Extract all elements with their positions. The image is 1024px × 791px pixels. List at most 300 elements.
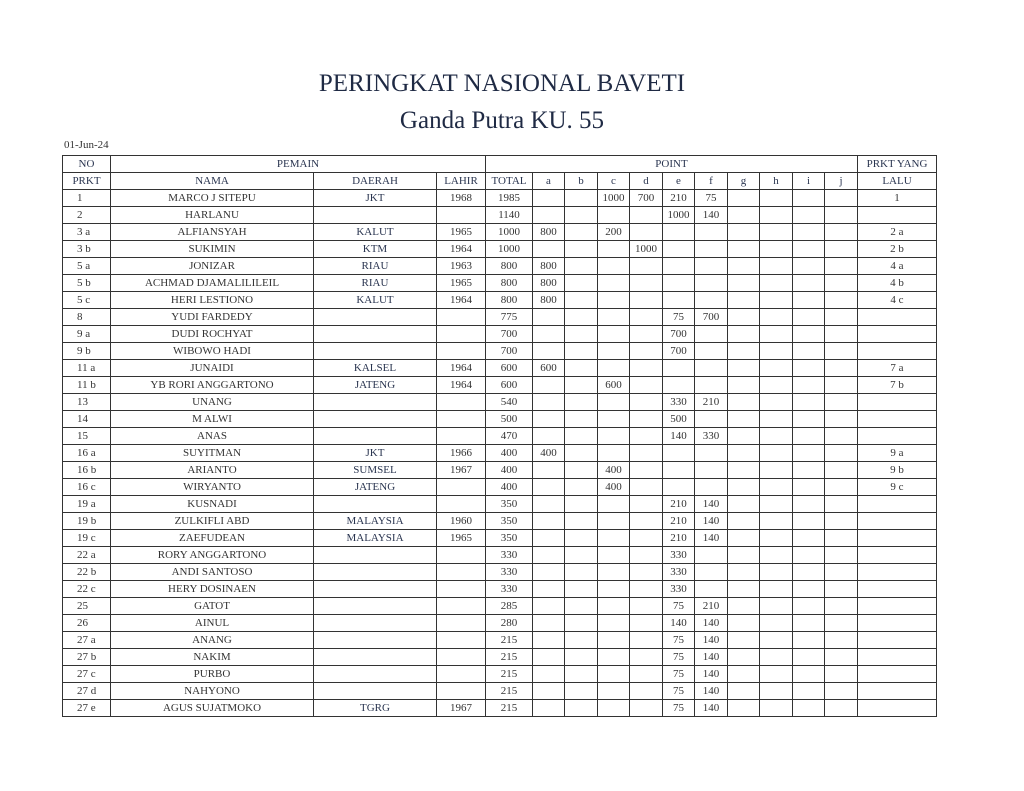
header-row-1 xyxy=(63,156,937,173)
col-header-b: b xyxy=(565,173,598,190)
cell-total: 700 xyxy=(486,343,533,360)
cell-f xyxy=(695,343,728,360)
cell-b xyxy=(565,581,598,598)
cell-f xyxy=(695,411,728,428)
cell-prev: 4 c xyxy=(858,292,937,309)
cell-total: 500 xyxy=(486,411,533,428)
cell-i xyxy=(793,530,825,547)
header-row-2 xyxy=(63,173,937,190)
cell-daerah: JKT xyxy=(314,445,437,462)
cell-h xyxy=(760,445,793,462)
cell-total: 350 xyxy=(486,513,533,530)
cell-j xyxy=(825,632,858,649)
cell-b xyxy=(565,258,598,275)
cell-a xyxy=(533,683,565,700)
cell-nama: PURBO xyxy=(111,666,314,683)
cell-f xyxy=(695,241,728,258)
cell-total: 800 xyxy=(486,275,533,292)
cell-j xyxy=(825,411,858,428)
cell-g xyxy=(728,683,760,700)
cell-e: 210 xyxy=(663,513,695,530)
table-row xyxy=(63,241,937,258)
cell-g xyxy=(728,632,760,649)
cell-lahir: 1964 xyxy=(437,292,486,309)
cell-e: 210 xyxy=(663,190,695,207)
cell-f: 140 xyxy=(695,496,728,513)
cell-i xyxy=(793,666,825,683)
cell-h xyxy=(760,292,793,309)
cell-j xyxy=(825,360,858,377)
cell-i xyxy=(793,547,825,564)
cell-d xyxy=(630,394,663,411)
cell-i xyxy=(793,632,825,649)
cell-d xyxy=(630,513,663,530)
cell-g xyxy=(728,462,760,479)
cell-lahir xyxy=(437,428,486,445)
cell-total: 400 xyxy=(486,445,533,462)
cell-a: 600 xyxy=(533,360,565,377)
cell-b xyxy=(565,411,598,428)
table-row xyxy=(63,411,937,428)
cell-lahir xyxy=(437,564,486,581)
cell-b xyxy=(565,598,598,615)
cell-c: 200 xyxy=(598,224,630,241)
cell-prev: 9 b xyxy=(858,462,937,479)
cell-g xyxy=(728,411,760,428)
cell-a xyxy=(533,394,565,411)
cell-rank: 19 a xyxy=(63,496,111,513)
col-header-nama: NAMA xyxy=(111,173,314,190)
table-row xyxy=(63,309,937,326)
cell-h xyxy=(760,581,793,598)
cell-b xyxy=(565,700,598,717)
cell-prev xyxy=(858,700,937,717)
cell-g xyxy=(728,479,760,496)
cell-total: 330 xyxy=(486,581,533,598)
cell-lahir xyxy=(437,615,486,632)
cell-a xyxy=(533,649,565,666)
cell-daerah: SUMSEL xyxy=(314,462,437,479)
table-row xyxy=(63,394,937,411)
cell-lahir: 1965 xyxy=(437,275,486,292)
cell-c xyxy=(598,241,630,258)
cell-lahir xyxy=(437,207,486,224)
cell-j xyxy=(825,462,858,479)
table-row xyxy=(63,343,937,360)
cell-f xyxy=(695,326,728,343)
cell-b xyxy=(565,275,598,292)
cell-nama: ZAEFUDEAN xyxy=(111,530,314,547)
cell-i xyxy=(793,462,825,479)
cell-nama: JUNAIDI xyxy=(111,360,314,377)
cell-lahir xyxy=(437,343,486,360)
cell-nama: RORY ANGGARTONO xyxy=(111,547,314,564)
cell-daerah: KTM xyxy=(314,241,437,258)
cell-rank: 5 c xyxy=(63,292,111,309)
cell-h xyxy=(760,394,793,411)
cell-d xyxy=(630,700,663,717)
cell-d xyxy=(630,207,663,224)
table-row xyxy=(63,190,937,207)
cell-j xyxy=(825,496,858,513)
cell-d xyxy=(630,581,663,598)
cell-a xyxy=(533,530,565,547)
cell-e xyxy=(663,275,695,292)
cell-e: 330 xyxy=(663,581,695,598)
cell-total: 400 xyxy=(486,479,533,496)
cell-h xyxy=(760,241,793,258)
cell-c xyxy=(598,666,630,683)
cell-lahir xyxy=(437,326,486,343)
cell-total: 600 xyxy=(486,377,533,394)
cell-h xyxy=(760,343,793,360)
cell-daerah xyxy=(314,564,437,581)
cell-total: 215 xyxy=(486,632,533,649)
cell-rank: 22 c xyxy=(63,581,111,598)
cell-b xyxy=(565,224,598,241)
cell-j xyxy=(825,445,858,462)
cell-c xyxy=(598,428,630,445)
cell-i xyxy=(793,513,825,530)
cell-e: 330 xyxy=(663,564,695,581)
cell-prev xyxy=(858,343,937,360)
cell-c xyxy=(598,581,630,598)
cell-i xyxy=(793,241,825,258)
cell-prev xyxy=(858,309,937,326)
cell-i xyxy=(793,343,825,360)
cell-b xyxy=(565,615,598,632)
cell-total: 350 xyxy=(486,530,533,547)
cell-c xyxy=(598,598,630,615)
cell-lahir: 1963 xyxy=(437,258,486,275)
cell-daerah: JATENG xyxy=(314,479,437,496)
table-row xyxy=(63,360,937,377)
cell-h xyxy=(760,411,793,428)
cell-lahir: 1964 xyxy=(437,377,486,394)
cell-lahir xyxy=(437,683,486,700)
cell-d xyxy=(630,411,663,428)
cell-b xyxy=(565,377,598,394)
cell-g xyxy=(728,615,760,632)
cell-i xyxy=(793,564,825,581)
cell-j xyxy=(825,581,858,598)
cell-nama: UNANG xyxy=(111,394,314,411)
cell-j xyxy=(825,479,858,496)
cell-prev xyxy=(858,683,937,700)
cell-g xyxy=(728,292,760,309)
cell-total: 1000 xyxy=(486,241,533,258)
cell-b xyxy=(565,207,598,224)
cell-g xyxy=(728,190,760,207)
cell-b xyxy=(565,479,598,496)
cell-lahir xyxy=(437,394,486,411)
cell-f: 140 xyxy=(695,700,728,717)
cell-total: 215 xyxy=(486,683,533,700)
cell-rank: 22 b xyxy=(63,564,111,581)
cell-e xyxy=(663,258,695,275)
cell-j xyxy=(825,666,858,683)
cell-nama: NAHYONO xyxy=(111,683,314,700)
cell-f xyxy=(695,275,728,292)
cell-rank: 16 b xyxy=(63,462,111,479)
cell-rank: 27 c xyxy=(63,666,111,683)
cell-nama: JONIZAR xyxy=(111,258,314,275)
cell-h xyxy=(760,428,793,445)
cell-h xyxy=(760,360,793,377)
cell-c xyxy=(598,649,630,666)
cell-a xyxy=(533,190,565,207)
cell-g xyxy=(728,224,760,241)
cell-g xyxy=(728,513,760,530)
cell-nama: AINUL xyxy=(111,615,314,632)
cell-daerah xyxy=(314,496,437,513)
cell-c xyxy=(598,547,630,564)
cell-a xyxy=(533,326,565,343)
cell-rank: 9 a xyxy=(63,326,111,343)
cell-b xyxy=(565,649,598,666)
cell-j xyxy=(825,649,858,666)
cell-h xyxy=(760,190,793,207)
cell-nama: GATOT xyxy=(111,598,314,615)
cell-i xyxy=(793,598,825,615)
cell-b xyxy=(565,292,598,309)
cell-rank: 27 e xyxy=(63,700,111,717)
cell-c xyxy=(598,530,630,547)
cell-e xyxy=(663,224,695,241)
cell-i xyxy=(793,275,825,292)
cell-g xyxy=(728,377,760,394)
cell-lahir: 1965 xyxy=(437,530,486,547)
cell-lahir xyxy=(437,598,486,615)
cell-prev: 4 b xyxy=(858,275,937,292)
cell-rank: 5 b xyxy=(63,275,111,292)
cell-nama: AGUS SUJATMOKO xyxy=(111,700,314,717)
cell-d xyxy=(630,428,663,445)
cell-f: 75 xyxy=(695,190,728,207)
cell-prev xyxy=(858,581,937,598)
cell-g xyxy=(728,547,760,564)
cell-c xyxy=(598,309,630,326)
cell-a xyxy=(533,462,565,479)
cell-c xyxy=(598,496,630,513)
cell-daerah: KALSEL xyxy=(314,360,437,377)
cell-daerah: RIAU xyxy=(314,258,437,275)
cell-daerah xyxy=(314,632,437,649)
cell-b xyxy=(565,496,598,513)
cell-prev xyxy=(858,513,937,530)
cell-a xyxy=(533,700,565,717)
cell-j xyxy=(825,700,858,717)
cell-j xyxy=(825,598,858,615)
cell-g xyxy=(728,700,760,717)
cell-i xyxy=(793,224,825,241)
cell-d xyxy=(630,615,663,632)
cell-h xyxy=(760,598,793,615)
table-row xyxy=(63,292,937,309)
cell-nama: ANANG xyxy=(111,632,314,649)
cell-h xyxy=(760,326,793,343)
cell-i xyxy=(793,700,825,717)
cell-f: 140 xyxy=(695,513,728,530)
cell-a xyxy=(533,207,565,224)
cell-rank: 11 b xyxy=(63,377,111,394)
col-header-e: e xyxy=(663,173,695,190)
cell-c xyxy=(598,292,630,309)
table-row xyxy=(63,377,937,394)
cell-f xyxy=(695,258,728,275)
cell-d xyxy=(630,598,663,615)
col-header-lalu: LALU xyxy=(858,173,937,190)
cell-f: 140 xyxy=(695,632,728,649)
table-row xyxy=(63,632,937,649)
cell-j xyxy=(825,530,858,547)
cell-rank: 16 c xyxy=(63,479,111,496)
cell-a xyxy=(533,598,565,615)
cell-i xyxy=(793,292,825,309)
cell-rank: 3 a xyxy=(63,224,111,241)
cell-prev: 4 a xyxy=(858,258,937,275)
cell-prev xyxy=(858,326,937,343)
cell-h xyxy=(760,632,793,649)
cell-rank: 2 xyxy=(63,207,111,224)
col-header-prkt: PRKT xyxy=(63,173,111,190)
cell-total: 330 xyxy=(486,564,533,581)
cell-d xyxy=(630,547,663,564)
cell-g xyxy=(728,564,760,581)
cell-i xyxy=(793,360,825,377)
table-row xyxy=(63,326,937,343)
cell-a: 800 xyxy=(533,275,565,292)
cell-lahir xyxy=(437,581,486,598)
cell-d xyxy=(630,377,663,394)
cell-daerah: TGRG xyxy=(314,700,437,717)
cell-j xyxy=(825,258,858,275)
cell-c xyxy=(598,513,630,530)
cell-e xyxy=(663,479,695,496)
cell-b xyxy=(565,445,598,462)
cell-d xyxy=(630,530,663,547)
report-date: 01-Jun-24 xyxy=(64,139,109,151)
cell-nama: ANAS xyxy=(111,428,314,445)
cell-daerah xyxy=(314,683,437,700)
cell-b xyxy=(565,343,598,360)
cell-g xyxy=(728,275,760,292)
cell-c xyxy=(598,207,630,224)
cell-e xyxy=(663,445,695,462)
cell-lahir xyxy=(437,309,486,326)
cell-j xyxy=(825,615,858,632)
cell-e: 75 xyxy=(663,683,695,700)
cell-i xyxy=(793,207,825,224)
cell-d xyxy=(630,224,663,241)
cell-f xyxy=(695,360,728,377)
cell-rank: 14 xyxy=(63,411,111,428)
cell-lahir: 1964 xyxy=(437,241,486,258)
cell-e: 75 xyxy=(663,632,695,649)
cell-d xyxy=(630,683,663,700)
cell-rank: 5 a xyxy=(63,258,111,275)
col-header-prev: PRKT YANG xyxy=(858,156,937,173)
cell-b xyxy=(565,530,598,547)
cell-c: 400 xyxy=(598,479,630,496)
cell-total: 350 xyxy=(486,496,533,513)
cell-lahir: 1964 xyxy=(437,360,486,377)
cell-nama: HERY DOSINAEN xyxy=(111,581,314,598)
cell-h xyxy=(760,513,793,530)
cell-daerah xyxy=(314,309,437,326)
cell-prev xyxy=(858,530,937,547)
cell-total: 215 xyxy=(486,649,533,666)
cell-j xyxy=(825,513,858,530)
cell-e: 700 xyxy=(663,343,695,360)
cell-daerah: MALAYSIA xyxy=(314,513,437,530)
cell-g xyxy=(728,649,760,666)
cell-j xyxy=(825,377,858,394)
page-subtitle: Ganda Putra KU. 55 xyxy=(399,107,605,134)
cell-g xyxy=(728,241,760,258)
cell-j xyxy=(825,394,858,411)
cell-j xyxy=(825,683,858,700)
cell-f xyxy=(695,479,728,496)
cell-prev xyxy=(858,411,937,428)
cell-g xyxy=(728,581,760,598)
cell-d xyxy=(630,258,663,275)
cell-prev: 7 a xyxy=(858,360,937,377)
cell-h xyxy=(760,479,793,496)
cell-j xyxy=(825,241,858,258)
cell-e: 75 xyxy=(663,649,695,666)
cell-e: 330 xyxy=(663,547,695,564)
cell-a xyxy=(533,411,565,428)
cell-nama: WIRYANTO xyxy=(111,479,314,496)
cell-c: 600 xyxy=(598,377,630,394)
cell-nama: M ALWI xyxy=(111,411,314,428)
cell-prev: 2 b xyxy=(858,241,937,258)
cell-lahir xyxy=(437,632,486,649)
cell-daerah xyxy=(314,394,437,411)
cell-h xyxy=(760,377,793,394)
cell-nama: ALFIANSYAH xyxy=(111,224,314,241)
cell-e: 75 xyxy=(663,598,695,615)
cell-total: 775 xyxy=(486,309,533,326)
cell-nama: MARCO J SITEPU xyxy=(111,190,314,207)
cell-c xyxy=(598,258,630,275)
cell-total: 330 xyxy=(486,547,533,564)
cell-g xyxy=(728,258,760,275)
col-header-j: j xyxy=(825,173,858,190)
cell-e xyxy=(663,462,695,479)
cell-lahir: 1968 xyxy=(437,190,486,207)
cell-nama: YUDI FARDEDY xyxy=(111,309,314,326)
col-header-daerah: DAERAH xyxy=(314,173,437,190)
cell-i xyxy=(793,258,825,275)
cell-rank: 16 a xyxy=(63,445,111,462)
cell-nama: ANDI SANTOSO xyxy=(111,564,314,581)
cell-a: 800 xyxy=(533,292,565,309)
cell-b xyxy=(565,309,598,326)
cell-a xyxy=(533,666,565,683)
cell-f xyxy=(695,377,728,394)
cell-total: 540 xyxy=(486,394,533,411)
cell-g xyxy=(728,428,760,445)
table-row xyxy=(63,547,937,564)
cell-c xyxy=(598,411,630,428)
cell-daerah xyxy=(314,666,437,683)
cell-daerah xyxy=(314,598,437,615)
cell-i xyxy=(793,377,825,394)
cell-daerah xyxy=(314,649,437,666)
cell-nama: ARIANTO xyxy=(111,462,314,479)
